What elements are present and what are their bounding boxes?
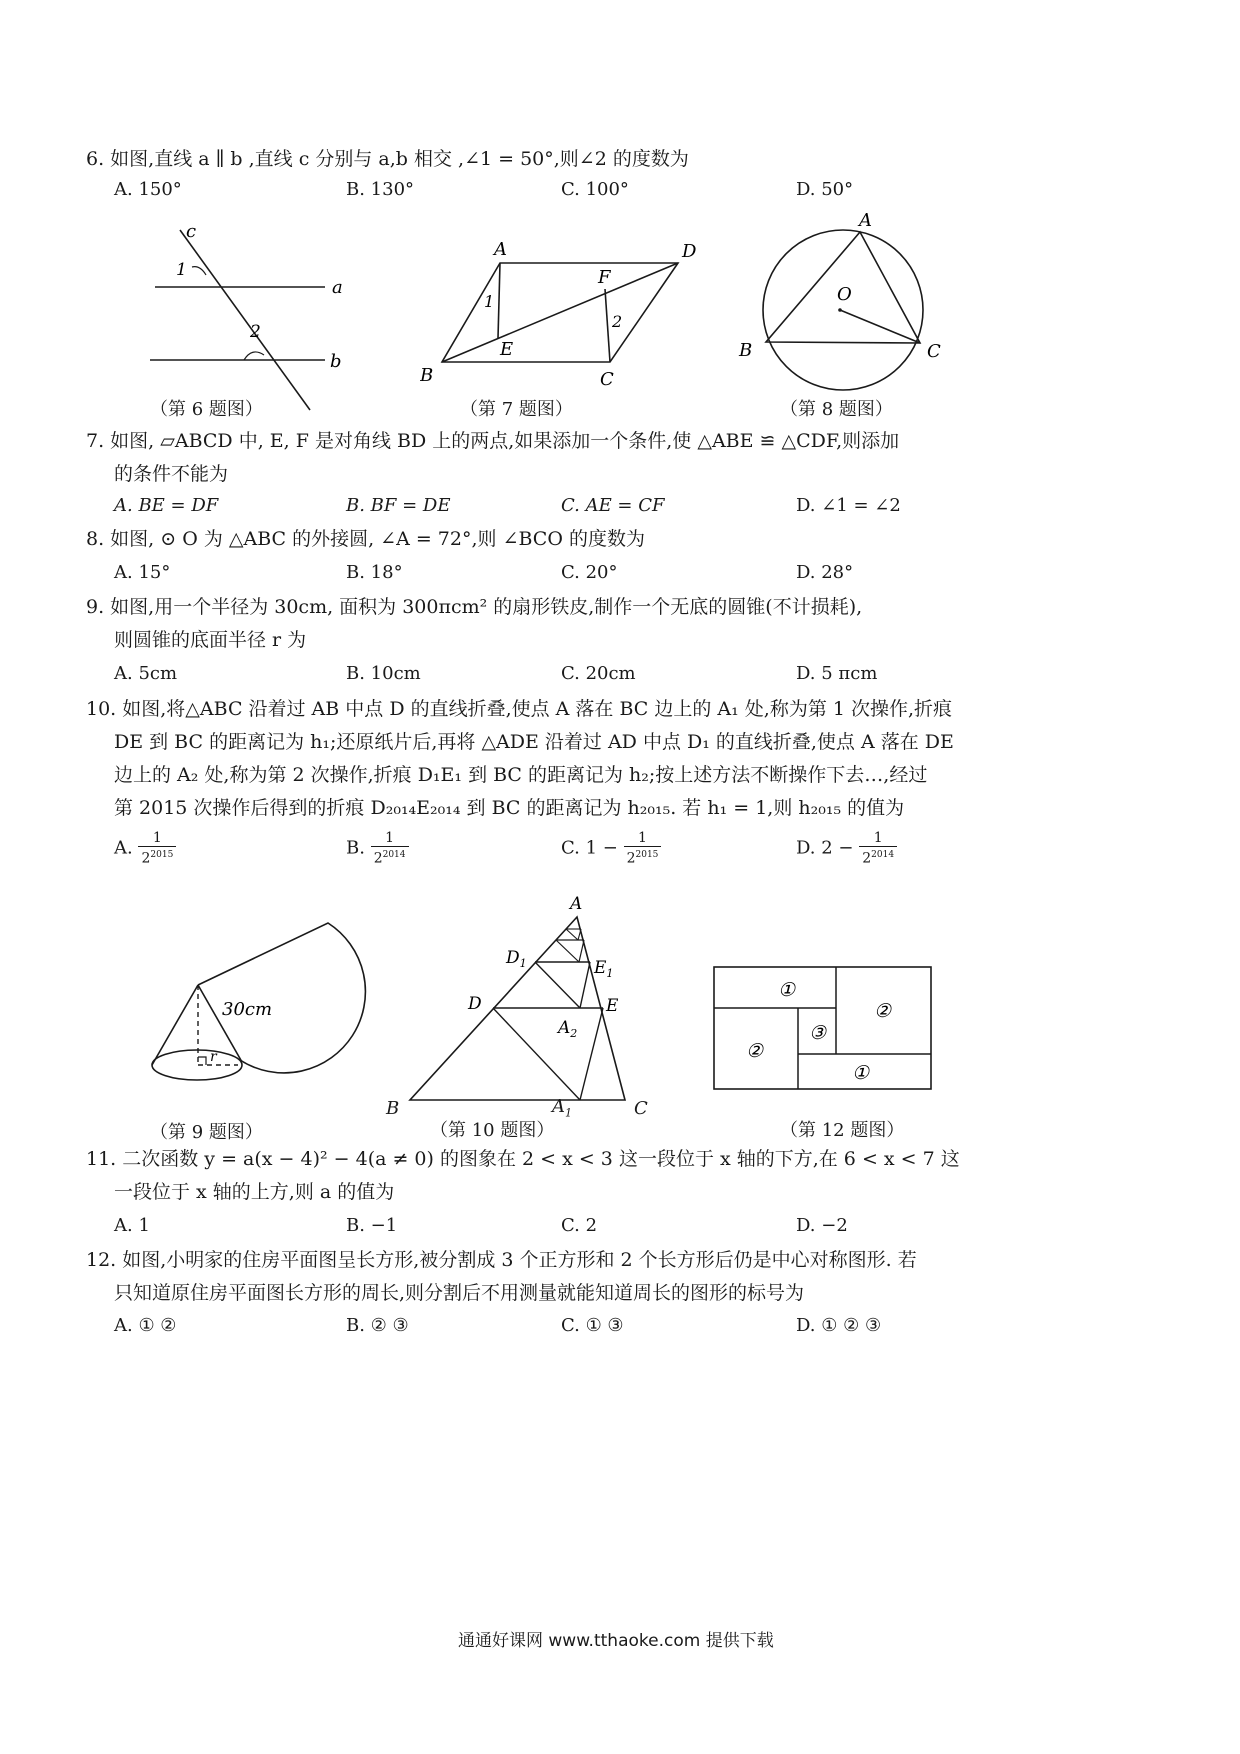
figure-10 [380, 895, 660, 1110]
fig12-label-2-left: ② [746, 1040, 764, 1062]
q9-line-1: 9. 如图,用一个半径为 30cm, 面积为 300πcm² 的扇形铁皮,制作一个无底的圆锥(不计损耗), [86, 596, 863, 618]
fig9-label-length: 30cm [222, 999, 273, 1020]
q12-option-d: D. ① ② ③ [796, 1315, 882, 1336]
q10-option-c-fraction [624, 830, 662, 867]
q10-line-2: DE 到 BC 的距离记为 h₁;还原纸片后,再将 △ADE 沿着过 AD 中点 D₁ 的直线折叠,使点 A 落在 DE [114, 731, 954, 753]
q9-option-b: B. 10cm [346, 663, 421, 684]
fig6-label-a: a [332, 277, 343, 298]
q12-line-1: 12. 如图,小明家的住房平面图呈长方形,被分割成 3 个正方形和 2 个长方形后仍是中心对称图形. 若 [86, 1249, 917, 1271]
fig12-label-2-right: ② [874, 1000, 892, 1022]
fig6-label-b: b [330, 351, 342, 372]
fig6-label-1: 1 [176, 260, 187, 280]
fig8-label-o: O [837, 284, 852, 305]
q10-line-3: 边上的 A₂ 处,称为第 2 次操作,折痕 D₁E₁ 到 BC 的距离记为 h₂;按上述方法不断操作下去…,经过 [114, 764, 928, 786]
q12-option-a: A. ① ② [114, 1315, 177, 1336]
figure-9-caption: （第 9 题图） [150, 1122, 263, 1143]
q7-line-1: 7. 如图, ▱ABCD 中, E, F 是对角线 BD 上的两点,如果添加一个条件,使 △ABE ≌ △CDF,则添加 [86, 430, 900, 452]
q10-option-d-exponent: 2014 [871, 850, 895, 860]
q10-option-b-numerator: 1 [371, 830, 409, 847]
fig6-label-c: c [186, 221, 197, 242]
q8-option-a: A. 15° [114, 562, 171, 583]
q10-option-c-prefix: C. 1 − [561, 837, 618, 859]
fig7-label-b: B [420, 365, 434, 386]
q11-line-1: 11. 二次函数 y = a(x − 4)² − 4(a ≠ 0) 的图象在 2 < x < 3 这一段位于 x 轴的下方,在 6 < x < 7 这 [86, 1148, 960, 1170]
q6-option-b: B. 130° [346, 179, 415, 200]
q10-option-d-numerator: 1 [859, 830, 897, 847]
fig10-label-d1-sub: 1 [519, 957, 527, 970]
q10-option-b-exponent: 2014 [382, 850, 406, 860]
q12-line-2: 只知道原住房平面图长方形的周长,则分割后不用测量就能知道周长的图形的标号为 [114, 1282, 805, 1304]
fig10-label-b-text: B [386, 1098, 400, 1119]
q10-option-b-prefix: B. [346, 837, 365, 859]
fig7-label-1: 1 [484, 292, 495, 311]
figure-12 [712, 965, 937, 1105]
q11-option-b: B. −1 [346, 1215, 398, 1236]
q9-option-c: C. 20cm [561, 663, 636, 684]
q10-option-a [114, 830, 176, 867]
figure-7-caption: （第 7 题图） [460, 399, 573, 420]
fig10-label-d1: $D_1$ [506, 948, 527, 970]
q12-option-b: B. ② ③ [346, 1315, 409, 1336]
q7-option-b: B. BF = DE [346, 495, 451, 516]
fig8-label-c: C [927, 341, 941, 362]
q10-option-b [346, 830, 409, 867]
q10-option-c-base: 2 [626, 850, 636, 867]
fig8-label-b: B [739, 340, 753, 361]
q9-line-2: 则圆锥的底面半径 r 为 [114, 629, 307, 651]
q10-option-a-base: 2 [141, 850, 151, 867]
q10-option-d-fraction [859, 830, 897, 867]
figure-6 [140, 215, 380, 415]
q11-option-c: C. 2 [561, 1215, 598, 1236]
q8-option-d: D. 28° [796, 562, 854, 583]
q8-option-c: C. 20° [561, 562, 618, 583]
q10-option-a-exponent: 2015 [150, 850, 174, 860]
q10-line-4: 第 2015 次操作后得到的折痕 D₂₀₁₄E₂₀₁₄ 到 BC 的距离记为 h₂₀₁₅. 若 h₁ = 1,则 h₂₀₁₅ 的值为 [114, 797, 905, 819]
q12-option-c: C. ① ③ [561, 1315, 624, 1336]
figure-10-caption: （第 10 题图） [430, 1120, 555, 1141]
q10-option-b-base: 2 [373, 850, 383, 867]
fig12-label-1-top: ① [778, 979, 796, 1001]
figure-12-caption: （第 12 题图） [780, 1120, 905, 1141]
figure-6-caption: （第 6 题图） [150, 399, 263, 420]
fig10-label-a2: $A_2$ [558, 1018, 578, 1040]
fig10-label-d: D [468, 994, 482, 1014]
q10-option-d-prefix: D. 2 − [796, 837, 854, 859]
fig7-label-a: A [494, 239, 507, 260]
q9-option-d: D. 5 πcm [796, 663, 878, 684]
fig10-label-a1-sub: 1 [565, 1106, 572, 1120]
fig8-label-a: A [859, 210, 872, 231]
q7-option-d: D. ∠1 = ∠2 [796, 495, 901, 516]
fig7-label-d: D [682, 241, 697, 262]
fig7-label-e: E [500, 339, 514, 360]
q10-option-c-numerator: 1 [624, 830, 662, 847]
figure-8-caption: （第 8 题图） [780, 399, 893, 420]
fig6-label-2: 2 [250, 322, 261, 342]
q8-text: 8. 如图, ⊙ O 为 △ABC 的外接圆, ∠A = 72°,则 ∠BCO 的度数为 [86, 528, 645, 550]
figure-7 [420, 235, 710, 400]
fig10-label-a2-sub: 2 [570, 1027, 578, 1040]
q6-option-d: D. 50° [796, 179, 854, 200]
fig9-label-r: r [210, 1049, 217, 1065]
q7-line-2: 的条件不能为 [114, 463, 229, 485]
q6-option-a: A. 150° [114, 179, 182, 200]
q10-option-c-exponent: 2015 [635, 850, 659, 860]
q10-option-c [561, 830, 661, 867]
q9-option-a: A. 5cm [114, 663, 178, 684]
q10-option-d [796, 830, 897, 867]
figure-8 [735, 210, 955, 400]
q11-option-a: A. 1 [114, 1215, 150, 1236]
q10-option-a-numerator: 1 [138, 830, 176, 847]
q10-option-b-fraction [371, 830, 409, 867]
fig10-label-c-text: C [634, 1098, 648, 1119]
q7-option-a: A. BE = DF [114, 495, 219, 516]
fig10-label-e1: $E_1$ [594, 958, 614, 980]
fig10-label-a1-text: $A_1$ [552, 1096, 572, 1120]
fig10-label-e: E [606, 996, 619, 1016]
q10-option-a-prefix: A. [114, 837, 133, 859]
fig12-label-3: ③ [809, 1022, 827, 1044]
q7-option-c: C. AE = CF [561, 495, 665, 516]
figure-9 [140, 905, 390, 1105]
fig12-label-1-bottom: ① [852, 1062, 870, 1084]
q6-text: 6. 如图,直线 a ∥ b ,直线 c 分别与 a,b 相交 ,∠1 = 50°,则∠2 的度数为 [86, 148, 689, 170]
q10-option-a-fraction [138, 830, 176, 867]
q10-line-1: 10. 如图,将△ABC 沿着过 AB 中点 D 的直线折叠,使点 A 落在 BC 边上的 A₁ 处,称为第 1 次操作,折痕 [86, 698, 953, 720]
fig7-label-c: C [600, 369, 614, 390]
fig10-label-e1-sub: 1 [606, 967, 614, 980]
q11-line-2: 一段位于 x 轴的上方,则 a 的值为 [114, 1181, 395, 1203]
footer-source: 通通好课网 www.tthaoke.com 提供下载 [458, 1631, 774, 1651]
fig7-label-f: F [598, 267, 611, 288]
q10-option-d-base: 2 [862, 850, 872, 867]
q11-option-d: D. −2 [796, 1215, 848, 1236]
fig7-label-2: 2 [612, 312, 623, 331]
q6-option-c: C. 100° [561, 179, 629, 200]
q8-option-b: B. 18° [346, 562, 403, 583]
fig10-label-a: A [570, 895, 583, 914]
